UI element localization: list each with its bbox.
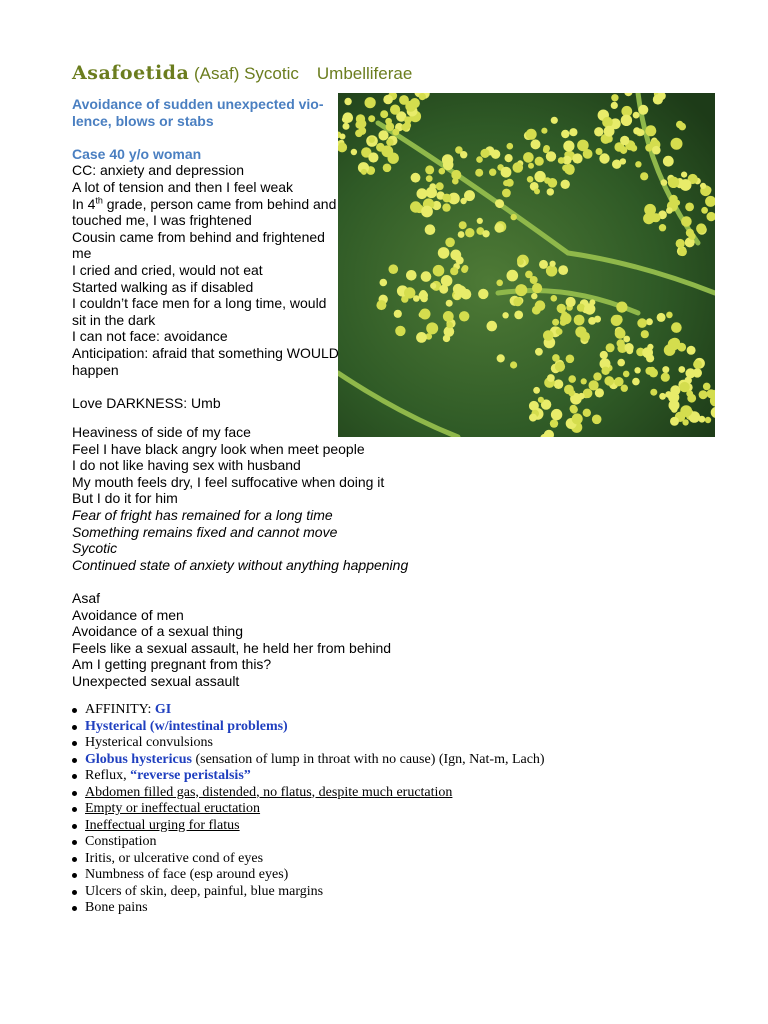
floret-dot [496,280,503,287]
floret-dot [426,175,433,182]
floret-dot [442,194,451,203]
floret-dot [678,123,686,131]
body-line: Feel I have black angry look when meet people [72,440,365,457]
floret-dot [668,392,679,403]
case-line: In 4th grade, person came from behind and [72,194,337,212]
floret-dot [421,271,432,282]
floret-dot [699,390,708,399]
floret-dot [589,299,595,305]
floret-dot [671,322,682,333]
floret-dot [666,207,673,214]
floret-dot [342,116,349,123]
italic-line: Fear of fright has remained for a long time [72,506,333,523]
floret-dot [601,367,609,375]
floret-dot [620,136,629,145]
floret-dot [510,361,517,368]
floret-dot [640,172,648,180]
floret-dot [632,378,640,386]
floret-dot [531,293,537,299]
case-line: I can not face: avoidance [72,328,228,345]
floret-dot [611,94,618,101]
floret-dot [380,110,388,118]
floret-dot [556,328,563,335]
floret-dot [641,330,649,338]
floret-dot [589,380,599,390]
floret-dot [426,322,438,334]
floret-dot [693,360,702,369]
floret-dot [383,164,392,173]
floret-dot [546,265,557,276]
floret-dot [430,283,436,289]
floret-dot [651,213,660,222]
floret-dot [541,128,547,134]
floret-dot [625,343,634,352]
floret-dot [657,313,666,322]
floret-dot [478,289,488,299]
floret-dot [621,115,632,126]
floret-dot [529,401,539,411]
floret-dot [406,270,417,281]
floret-dot [668,177,679,188]
floret-dot [577,304,585,312]
floret-dot [647,344,653,350]
floret-dot [616,302,627,313]
floret-dot [633,127,640,134]
floret-dot [558,265,568,275]
floret-dot [615,328,626,339]
floret-dot [416,332,427,343]
floret-dot [465,228,474,237]
list-item: Iritis, or ulcerative cond of eyes [72,851,545,868]
floret-dot [547,374,555,382]
floret-dot [528,163,534,169]
floret-dot [578,393,585,400]
list-item: Numbness of face (esp around eyes) [72,867,545,884]
case-line: I couldn’t face men for a long time, would [72,295,327,312]
floret-dot [599,153,609,163]
floret-dot [355,130,363,138]
case-line: Anticipation: afraid that something WOULD [72,344,339,361]
floret-dot [355,121,363,129]
floret-dot [563,141,574,152]
floret-dot [386,139,393,146]
list-item: Ineffectual urging for flatus [72,818,545,835]
floret-dot [445,238,455,248]
floret-dot [439,168,446,175]
floret-dot [614,377,623,386]
floret-dot [547,188,554,195]
floret-dot [507,143,514,150]
case-line: Cousin came from behind and frightened [72,228,325,245]
case-line: happen [72,361,119,378]
floret-dot [502,312,508,318]
floret-dot [395,326,405,336]
floret-dot [421,206,433,218]
asaf-line: Unexpected sexual assault [72,672,240,689]
floret-dot [572,153,582,163]
floret-dot [531,139,541,149]
floret-dot [351,149,357,155]
list-item: Hysterical (w/intestinal problems) [72,719,545,736]
love-darkness: Love DARKNESS: Umb [72,394,221,411]
floret-dot [570,405,578,413]
floret-dot [425,165,434,174]
italic-line: Continued state of anxiety without anything happening [72,556,409,573]
floret-dot [611,102,618,109]
floret-dot [623,371,630,378]
floret-dot [389,264,399,274]
floret-dot [574,315,585,326]
floret-dot [652,146,661,155]
floret-dot [594,316,601,323]
floret-dot [606,343,615,352]
floret-dot [554,379,564,389]
floret-dot [480,149,489,158]
floret-dot [343,123,350,130]
floret-dot [388,153,399,164]
floret-dot [569,128,577,136]
floret-dot [552,354,560,362]
floret-dot [634,367,640,373]
case-line: CC: anxiety and depression [72,162,244,179]
left-column [72,96,340,411]
floret-dot [513,162,524,173]
list-item: Bone pains [72,900,545,917]
floret-dot [368,152,378,162]
floret-dot [392,129,399,136]
asaf-line: Am I getting pregnant from this? [72,656,272,673]
floret-dot [650,389,657,396]
asaf-line: Avoidance of a sexual thing [72,623,243,640]
floret-dot [489,169,496,176]
floret-dot [517,258,524,265]
floret-dot [340,134,346,140]
floret-dot [450,267,458,275]
floret-dot [502,189,511,198]
floret-dot [566,355,575,364]
floret-dot [685,203,694,212]
floret-dot [404,287,415,298]
floret-dot [535,348,543,356]
floret-dot [620,158,626,164]
floret-dot [441,275,453,287]
floret-dot [511,214,517,220]
floret-dot [420,290,427,297]
floret-dot [527,176,534,183]
subtitle-line-1: Avoidance of sudden unexpected vio- [72,96,324,112]
body-line: My mouth feels dry, I feel suffocative when doing it [72,473,385,490]
list-item: Abdomen filled gas, distended, no flatus, despite much eructation [72,785,545,802]
floret-dot [561,130,569,138]
floret-dot [420,309,431,320]
list-item: Ulcers of skin, deep, painful, blue margins [72,884,545,901]
floret-dot [543,330,554,341]
floret-dot [659,224,666,231]
floret-dot [593,372,601,380]
floret-dot [676,239,685,248]
floret-dot [417,188,428,199]
case-body [72,424,472,690]
floret-dot [507,270,519,282]
floret-dot [515,284,527,296]
case-line: A lot of tension and then I feel weak [72,178,294,195]
floret-dot [534,188,540,194]
floret-dot [621,385,628,392]
flower-photo [338,93,715,437]
remedy-family: Umbelliferae [316,64,413,83]
floret-dot [378,130,388,140]
floret-dot [568,375,576,383]
page-title [72,62,412,84]
floret-dot [459,221,467,229]
case-line: me [72,245,92,262]
list-item: Hysterical convulsions [72,735,545,752]
floret-dot [635,161,641,167]
floret-dot [680,179,692,191]
floret-dot [487,321,498,332]
floret-dot [539,260,548,269]
floret-dot [633,112,640,119]
floret-dot [671,138,683,150]
floret-dot [678,366,685,373]
floret-dot [436,182,444,190]
floret-dot [535,300,546,311]
floret-dot [630,145,637,152]
floret-dot [477,218,483,224]
floret-dot [505,154,513,162]
floret-dot [513,297,522,306]
floret-dot [438,247,450,259]
floret-dot [544,177,551,184]
floret-dot [637,318,647,328]
floret-dot [661,373,670,382]
floret-dot [394,310,402,318]
floret-dot [433,265,445,277]
floret-dot [681,172,687,178]
floret-dot [369,137,375,143]
floret-dot [551,117,558,124]
floret-dot [361,169,367,175]
floret-dot [696,223,706,233]
floret-dot [476,156,483,163]
floret-dot [555,362,565,372]
floret-dot [682,419,688,425]
floret-dot [705,417,711,423]
floret-dot [679,382,689,392]
floret-dot [674,200,680,206]
floret-dot [368,115,375,122]
floret-dot [532,283,542,293]
floret-dot [446,322,453,329]
floret-dot [390,105,400,115]
body-line: But I do it for him [72,490,178,507]
floret-dot [550,419,558,427]
floret-dot [482,230,489,237]
floret-dot [442,203,450,211]
list-item: Constipation [72,834,545,851]
floret-dot [638,105,648,115]
subtitle-line-2: lence, blows or stabs [72,112,214,129]
floret-dot [534,171,545,182]
remedy-abbrev: (Asaf) Sycotic [194,64,299,83]
floret-dot [426,187,437,198]
floret-dot [703,383,711,391]
floret-dot [581,378,587,384]
asaf-line: Asaf [72,589,101,606]
floret-dot [454,293,461,300]
floret-dot [592,415,602,425]
floret-dot [543,145,550,152]
floret-dot [514,311,523,320]
floret-dot [572,413,583,424]
floret-dot [401,124,408,131]
floret-dot [452,178,459,185]
floret-dot [552,319,559,326]
remedy-name: Asafoetida [72,62,190,84]
italic-line: Sycotic [72,540,118,557]
floret-dot [558,157,565,164]
floret-dot [670,417,679,426]
floret-dot [419,93,426,100]
floret-dot [405,101,416,112]
floret-dot [685,368,695,378]
floret-dot [425,224,436,235]
floret-dot [602,117,613,128]
floret-dot [666,312,673,319]
floret-dot [376,300,386,310]
floret-dot [701,207,708,214]
floret-dot [617,359,625,367]
case-heading: Case 40 y/o woman [72,145,202,162]
floret-dot [450,250,461,261]
floret-dot [659,393,666,400]
floret-dot [663,156,674,167]
floret-dot [365,97,376,108]
floret-dot [645,125,656,136]
floret-dot [458,231,465,238]
floret-dot [604,126,615,137]
floret-dot [460,151,467,158]
floret-dot [678,248,687,257]
floret-dot [564,164,575,175]
floret-dot [529,414,537,422]
floret-dot [380,279,388,287]
floret-dot [411,173,421,183]
floret-dot [687,346,696,355]
floret-dot [551,295,558,302]
asaf-line: Avoidance of men [72,606,184,623]
floret-dot [443,311,454,322]
floret-dot [446,300,453,307]
case-line: touched me, I was frightened [72,212,252,229]
floret-dot [535,157,544,166]
floret-dot [560,313,571,324]
floret-dot [385,118,392,125]
list-item: AFFINITY: GI [72,702,545,719]
floret-dot [533,387,540,394]
floret-dot [538,397,544,403]
floret-dot [501,167,512,178]
floret-dot [662,366,669,373]
floret-dot [596,148,603,155]
floret-dot [700,183,706,189]
list-item: Empty or ineffectual eructation [72,801,545,818]
floret-dot [661,179,668,186]
floret-dot [497,354,505,362]
floret-dot [699,416,706,423]
floret-dot [649,368,658,377]
floret-dot [583,149,593,159]
floret-dot [669,338,680,349]
floret-dot [491,150,500,159]
floret-dot [464,190,475,201]
case-line: Started walking as if disabled [72,278,254,295]
floret-dot [594,127,603,136]
floret-dot [523,152,534,163]
floret-dot [506,179,514,187]
floret-dot [461,266,468,273]
floret-dot [459,286,465,292]
floret-dot [494,223,504,233]
floret-dot [646,318,653,325]
case-line: sit in the dark [72,311,156,328]
floret-dot [525,271,533,279]
floret-dot [671,406,677,412]
floret-dot [383,95,393,105]
floret-dot [557,304,566,313]
list-item: Reflux, “reverse peristalsis” [72,768,545,785]
floret-dot [566,297,576,307]
floret-dot [459,311,469,321]
floret-dot [580,332,590,342]
symptom-list [72,702,545,917]
case-line: I cried and cried, would not eat [72,261,263,278]
floret-dot [681,216,692,227]
floret-dot [613,315,623,325]
floret-dot [376,143,385,152]
body-line: Heaviness of side of my face [72,424,251,440]
floret-dot [526,129,537,140]
floret-dot [551,409,562,420]
floret-dot [680,405,692,417]
floret-dot [495,199,503,207]
floret-dot [344,98,351,105]
floret-dot [688,233,695,240]
asaf-line: Feels like a sexual assault, he held her from behind [72,639,392,656]
floret-dot [568,390,575,397]
italic-line: Something remains fixed and cannot move [72,523,338,540]
floret-dot [604,376,614,386]
floret-dot [561,180,570,189]
floret-dot [600,351,608,359]
floret-dot [475,169,483,177]
floret-dot [583,409,591,417]
floret-dot [550,261,556,267]
list-item: Globus hystericus (sensation of lump in throat with no cause) (Ign, Nat-m, Lach) [72,752,545,769]
body-line: I do not like having sex with husband [72,457,301,474]
floret-dot [443,160,454,171]
